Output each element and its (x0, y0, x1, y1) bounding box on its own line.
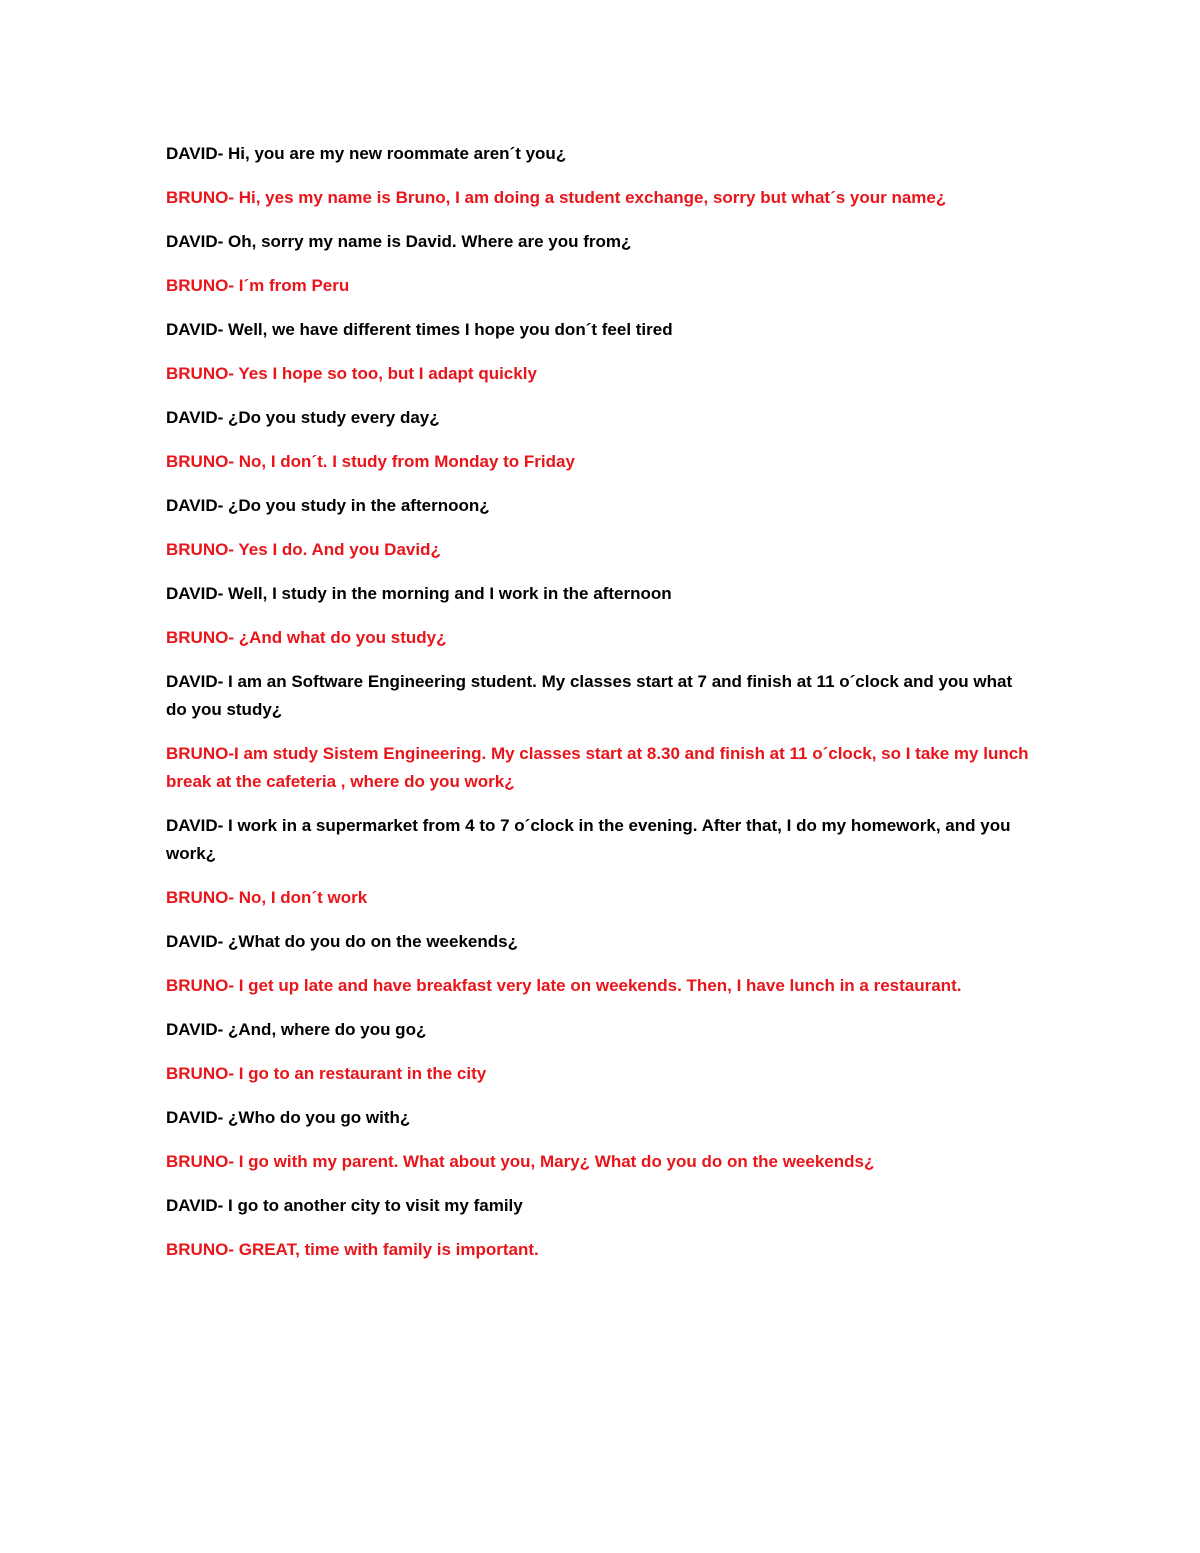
dialogue-line-david: DAVID- ¿Do you study every day¿ (166, 408, 440, 427)
dialogue-line-david: DAVID- Well, we have different times I hope you don´t feel tired (166, 320, 673, 339)
dialogue-line-david: DAVID- ¿And, where do you go¿ (166, 1020, 427, 1039)
dialogue-line-david: DAVID- Oh, sorry my name is David. Where are you from¿ (166, 232, 632, 251)
dialogue-line-bruno: BRUNO- Yes I hope so too, but I adapt quickly (166, 364, 537, 383)
dialogue-line-david: DAVID- I work in a supermarket from 4 to 7 o´clock in the evening. After that, I do my homework, and you work¿ (166, 816, 1011, 863)
document-page (166, 140, 1036, 1280)
dialogue-line-bruno: BRUNO- I get up late and have breakfast very late on weekends. Then, I have lunch in a restaurant. (166, 976, 962, 995)
dialogue-line-david: DAVID- I am an Software Engineering student. My classes start at 7 and finish at 11 o´clock and you what do you study¿ (166, 672, 1013, 719)
dialogue-line-bruno: BRUNO- Hi, yes my name is Bruno, I am doing a student exchange, sorry but what´s your name¿ (166, 188, 947, 207)
dialogue-line-david: DAVID- ¿Do you study in the afternoon¿ (166, 496, 490, 515)
dialogue-line-bruno: BRUNO- I´m from Peru (166, 276, 350, 295)
dialogue-line-bruno: BRUNO- No, I don´t. I study from Monday to Friday (166, 452, 575, 471)
dialogue-line-david: DAVID- ¿Who do you go with¿ (166, 1108, 411, 1127)
dialogue-line-david: DAVID- Hi, you are my new roommate aren´t you¿ (166, 144, 567, 163)
dialogue-line-bruno: BRUNO- ¿And what do you study¿ (166, 628, 447, 647)
dialogue-line-bruno: BRUNO-I am study Sistem Engineering. My classes start at 8.30 and finish at 11 o´clock, so I take my lunch break at the cafeteria , where do you work¿ (166, 744, 1029, 791)
dialogue-line-bruno: BRUNO- I go to an restaurant in the city (166, 1064, 487, 1083)
dialogue-line-david: DAVID- Well, I study in the morning and I work in the afternoon (166, 584, 672, 603)
dialogue-line-david: DAVID- I go to another city to visit my family (166, 1196, 523, 1215)
dialogue-line-bruno: BRUNO- No, I don´t work (166, 888, 368, 907)
dialogue-line-bruno: BRUNO- Yes I do. And you David¿ (166, 540, 441, 559)
dialogue-line-bruno: BRUNO- GREAT, time with family is important. (166, 1240, 539, 1259)
dialogue-line-bruno: BRUNO- I go with my parent. What about you, Mary¿ What do you do on the weekends¿ (166, 1152, 875, 1171)
dialogue-line-david: DAVID- ¿What do you do on the weekends¿ (166, 932, 518, 951)
